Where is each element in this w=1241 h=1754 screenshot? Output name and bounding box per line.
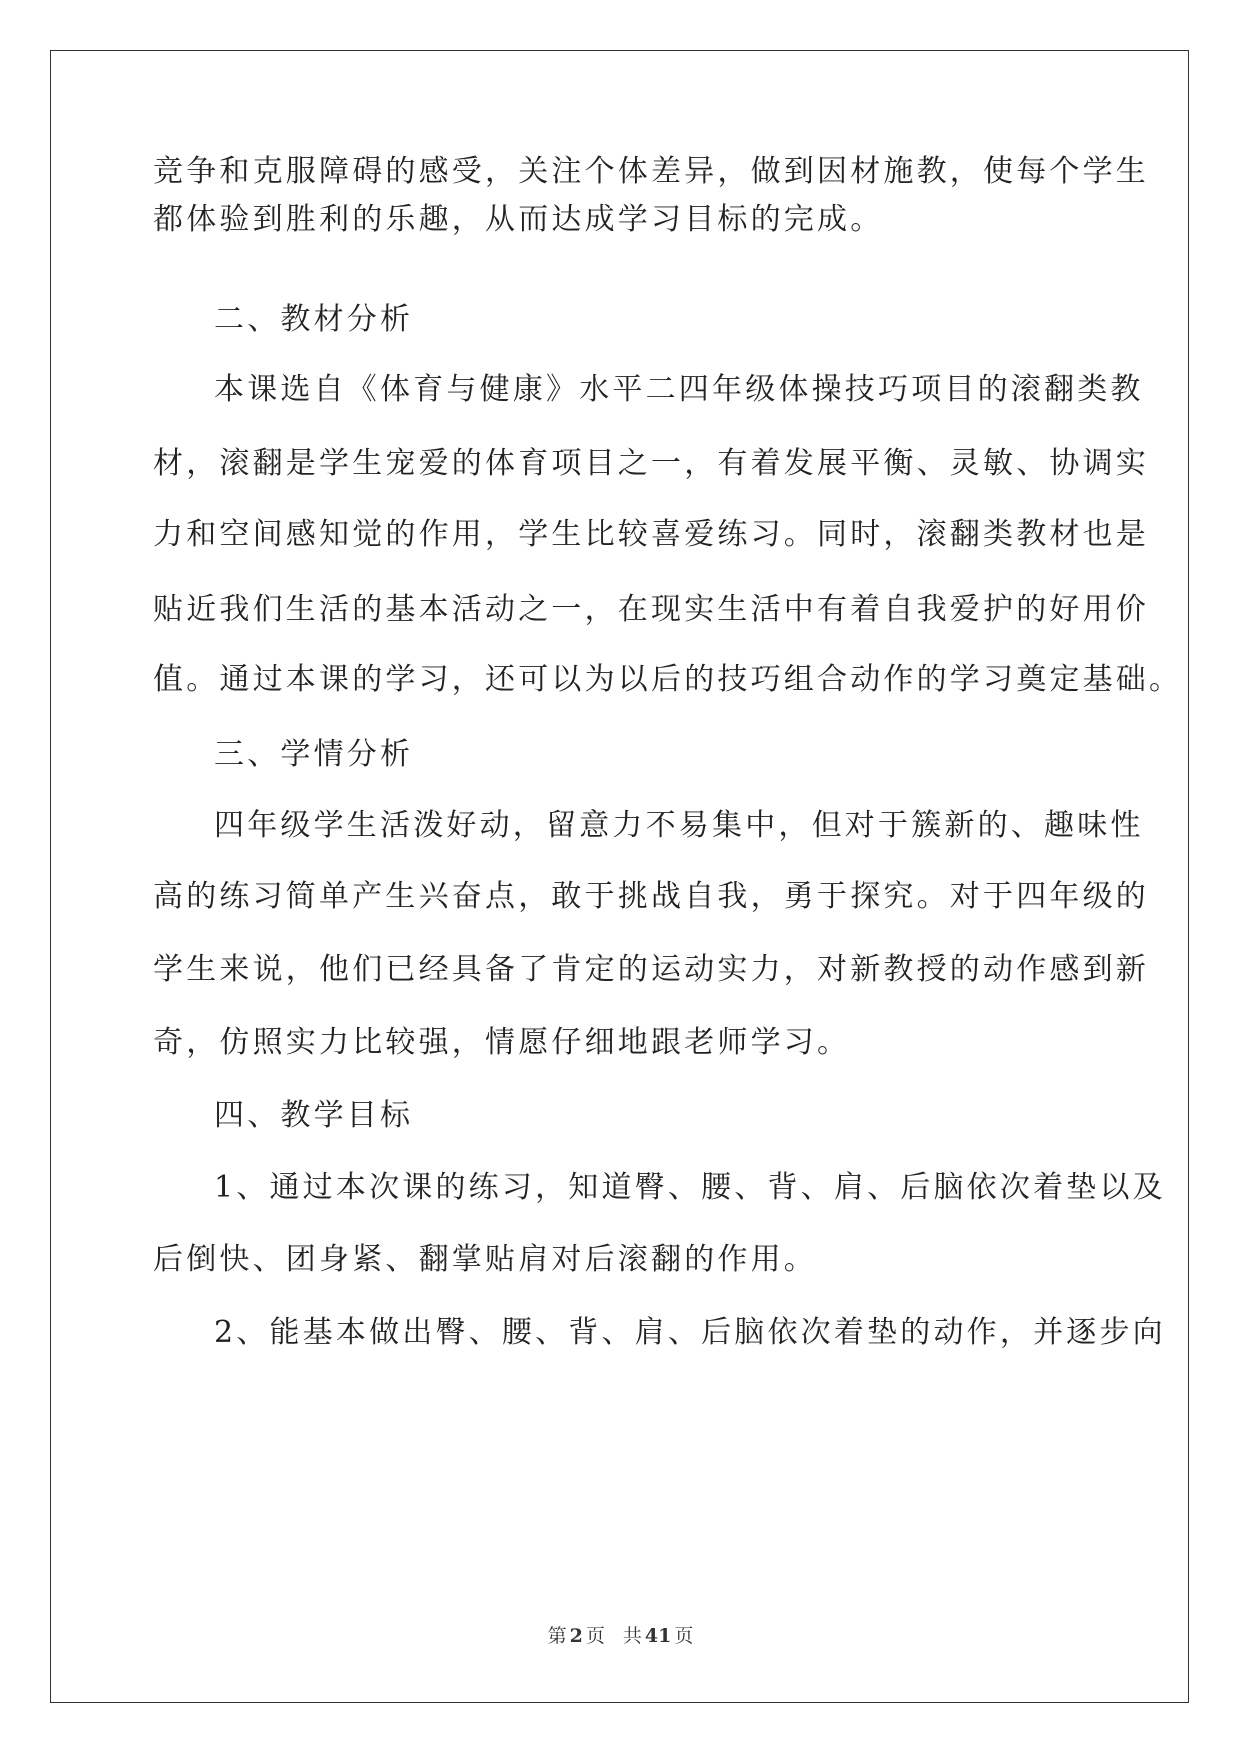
body-line-3: 本课选自《体育与健康》水平二四年级体操技巧项目的滚翻类教 [214,372,1144,407]
footer-total-prefix: 共 [622,1625,642,1647]
section-heading-materials: 二、教材分析 [214,302,414,337]
body-line-6: 贴近我们生活的基本活动之一，在现实生活中有着自我爱护的好用价 [153,592,1149,627]
footer-page-unit: 页 [585,1625,605,1647]
body-line-2: 都体验到胜利的乐趣，从而达成学习目标的完成。 [153,202,884,237]
goal-item-1-cont: 后倒快、团身紧、翻掌贴肩对后滚翻的作用。 [153,1242,817,1277]
body-line-9: 高的练习简单产生兴奋点，敢于挑战自我，勇于探究。对于四年级的 [153,879,1149,914]
footer-prefix: 第 [547,1625,567,1647]
body-line-4: 材，滚翻是学生宠爱的体育项目之一，有着发展平衡、灵敏、协调实 [153,446,1149,481]
section-heading-goals: 四、教学目标 [214,1098,414,1133]
body-line-11: 奇，仿照实力比较强，情愿仔细地跟老师学习。 [153,1025,851,1060]
footer-total-unit: 页 [674,1625,694,1647]
body-line-10: 学生来说，他们已经具备了肯定的运动实力，对新教授的动作感到新 [153,952,1149,987]
body-line-5: 力和空间感知觉的作用，学生比较喜爱练习。同时，滚翻类教材也是 [153,517,1149,552]
section-heading-students: 三、学情分析 [214,737,414,772]
page-footer [0,1624,1241,1648]
goal-item-1: 1、通过本次课的练习，知道臀、腰、背、肩、后脑依次着垫以及 [214,1170,1166,1205]
goal-item-2: 2、能基本做出臀、腰、背、肩、后脑依次着垫的动作，并逐步向 [214,1315,1166,1350]
footer-page-number: 2 [569,1625,583,1647]
body-line-8: 四年级学生活泼好动，留意力不易集中，但对于簇新的、趣味性 [214,808,1144,843]
body-line-1: 竞争和克服障碍的感受，关注个体差异，做到因材施教，使每个学生 [153,154,1149,189]
footer-total-pages: 41 [644,1625,672,1647]
body-line-7: 值。通过本课的学习，还可以为以后的技巧组合动作的学习奠定基础。 [153,662,1183,697]
